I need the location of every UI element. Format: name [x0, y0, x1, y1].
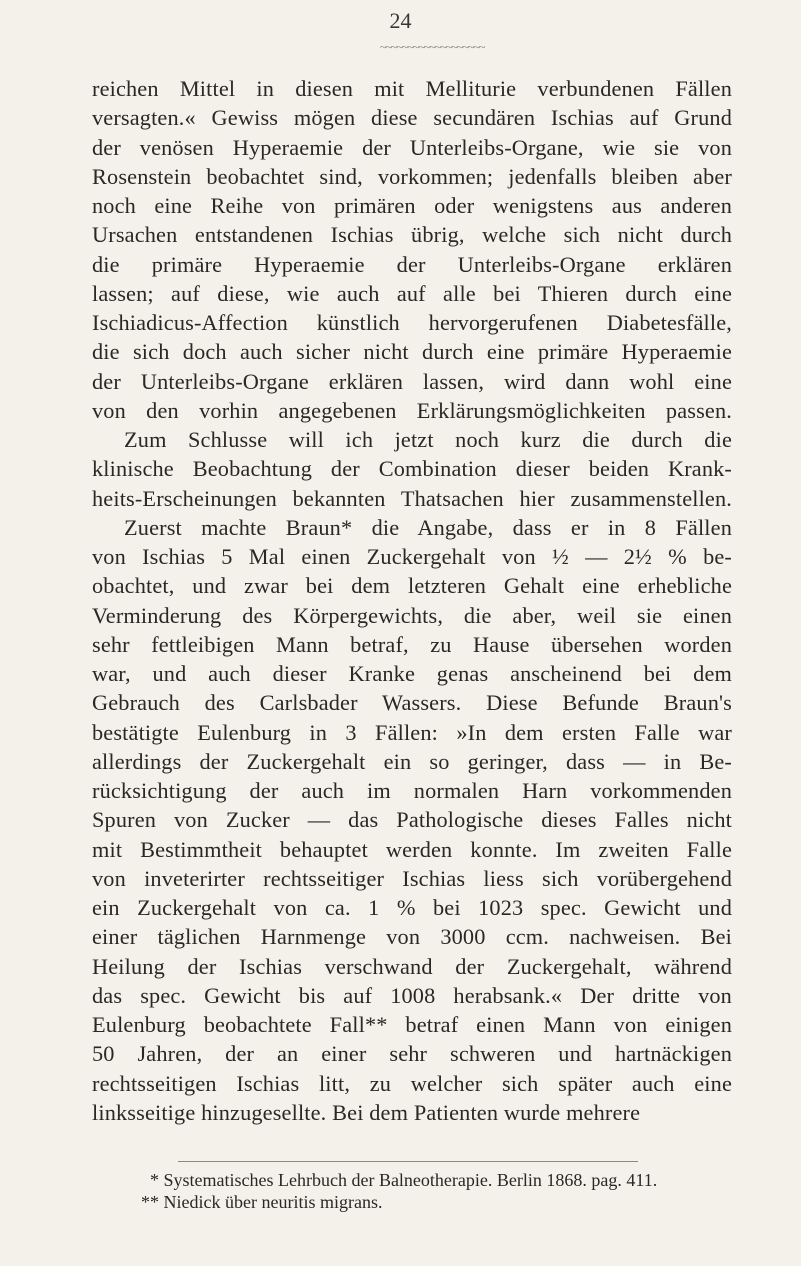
- body-text: [92, 74, 732, 1127]
- text-line: klinische Beobachtung der Combination dieser beiden Krank-: [92, 456, 732, 482]
- text-line: Heilung der Ischias verschwand der Zuckergehalt, während: [92, 953, 732, 979]
- text-line: 50 Jahren, der an einer sehr schweren und hartnäckigen: [92, 1041, 732, 1067]
- footnotes: [141, 1169, 770, 1213]
- page-number: 24: [389, 8, 412, 33]
- text-line: rücksichtigung der auch im normalen Harn vorkommenden: [92, 778, 732, 803]
- footnote: ** Niedick über neuritis migrans.: [141, 1192, 383, 1212]
- text-line: von den vorhin angegebenen Erklärungsmöglichkeiten passen.: [92, 397, 732, 423]
- text-line: noch eine Reihe von primären oder wenigstens aus anderen: [92, 193, 732, 218]
- text-line: mit Bestimmtheit behauptet werden konnte. Im zweiten Falle: [92, 836, 732, 862]
- text-line: Gebrauch des Carlsbader Wassers. Diese Befunde Braun's: [92, 690, 732, 716]
- text-line: einer täglichen Harnmenge von 3000 ccm. nachweisen. Bei: [92, 924, 732, 950]
- text-line: sehr fettleibigen Mann betraf, zu Hause übersehen worden: [92, 631, 732, 657]
- text-line: linksseitige hinzugesellte. Bei dem Patienten wurde mehrere: [92, 1099, 641, 1125]
- text-line: von Ischias 5 Mal einen Zuckergehalt von ½ — 2½ % be-: [92, 544, 732, 569]
- text-line: die sich doch auch sicher nicht durch eine primäre Hyperaemie: [92, 339, 732, 365]
- text-line: der Unterleibs-Organe erklären lassen, wird dann wohl eine: [92, 368, 732, 394]
- text-line: heits-Erscheinungen bekannten Thatsachen hier zusammenstellen.: [92, 485, 732, 511]
- text-line: ein Zuckergehalt von ca. 1 % bei 1023 spec. Gewicht und: [92, 895, 732, 920]
- text-line: lassen; auf diese, wie auch auf alle bei Thieren durch eine: [92, 280, 732, 306]
- header-ornament: ~~~~~~~~~~~~~~~~~~~: [380, 40, 485, 54]
- text-line: Eulenburg beobachtete Fall** betraf einen Mann von einigen: [92, 1012, 732, 1037]
- text-line: der venösen Hyperaemie der Unterleibs-Organe, wie sie von: [92, 134, 732, 160]
- text-line: Zuerst machte Braun* die Angabe, dass er in 8 Fällen: [124, 514, 732, 540]
- text-line: Verminderung des Körpergewichts, die aber, weil sie einen: [92, 602, 732, 628]
- text-line: die primäre Hyperaemie der Unterleibs-Organe erklären: [92, 251, 732, 277]
- text-line: allerdings der Zuckergehalt ein so geringer, dass — in Be-: [92, 748, 732, 774]
- text-line: Spuren von Zucker — das Pathologische dieses Falles nicht: [92, 807, 732, 833]
- text-line: rechtsseitigen Ischias litt, zu welcher sich später auch eine: [92, 1070, 732, 1096]
- text-line: war, und auch dieser Kranke genas anscheinend bei dem: [92, 661, 732, 686]
- text-line: Ursachen entstandenen Ischias übrig, welche sich nicht durch: [92, 222, 732, 248]
- text-line: von inveterirter rechtsseitiger Ischias liess sich vorübergehend: [92, 865, 732, 891]
- text-line: Rosenstein beobachtet sind, vorkommen; jedenfalls bleiben aber: [92, 163, 732, 189]
- text-line: das spec. Gewicht bis auf 1008 herabsank.« Der dritte von: [92, 982, 732, 1008]
- text-line: Zum Schlusse will ich jetzt noch kurz die durch die: [124, 427, 732, 452]
- footnote-divider: [178, 1161, 638, 1162]
- footnote: * Systematisches Lehrbuch der Balneotherapie. Berlin 1868. pag. 411.: [150, 1170, 658, 1190]
- text-line: versagten.« Gewiss mögen diese secundären Ischias auf Grund: [92, 105, 732, 131]
- text-line: Ischiadicus-Affection künstlich hervorgerufenen Diabetesfälle,: [92, 310, 732, 335]
- text-line: reichen Mittel in diesen mit Melliturie verbundenen Fällen: [92, 76, 732, 101]
- text-line: obachtet, und zwar bei dem letzteren Gehalt eine erhebliche: [92, 573, 732, 599]
- text-line: bestätigte Eulenburg in 3 Fällen: »In dem ersten Falle war: [92, 719, 732, 745]
